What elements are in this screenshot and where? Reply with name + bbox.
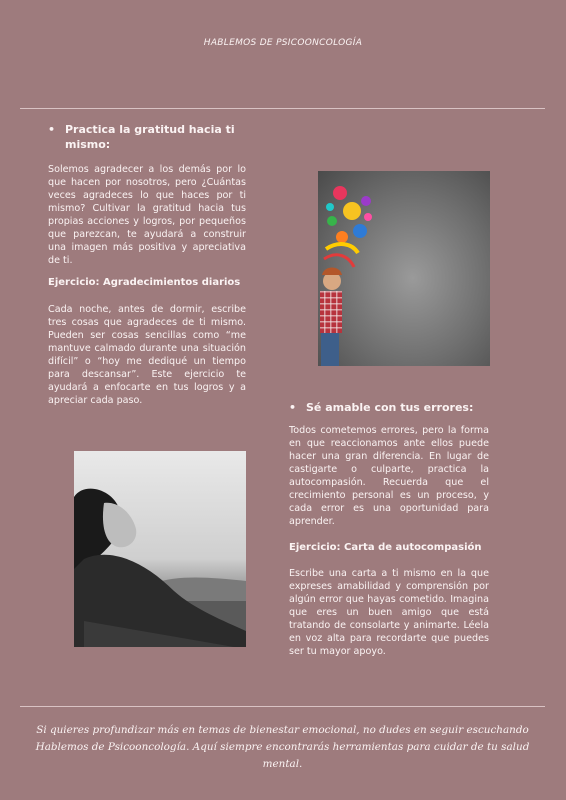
gratitude-exercise-body: Cada noche, antes de dormir, escribe tres cosas que agradeces de ti mismo. Pueden ser cosas sencillas como “me mantuve calmado durante una situación difícil” o “hoy me dediqué un tiempo para descansar”. Este ejercicio te ayudará a enfocarte en tus logros y a apreciar cada paso. [48,304,246,406]
footer-line-1: Si quieres profundizar más en temas de bienestar emocional, no dudes en seguir escuchando [36,724,529,736]
footer-line-2: Hablemos de Psicooncología. Aquí siempre encontrarás herramientas para cuidar de tu salud mental. [35,741,530,770]
woman-looking-up-illustration [74,451,246,647]
bottom-divider [20,706,545,707]
gratitude-exercise-title: Ejercicio: Agradecimientos diarios [48,277,241,288]
page-header: HABLEMOS DE PSICOONCOLOGÍA [203,38,363,48]
errors-heading [289,400,509,415]
bullet-marker: • [48,123,56,136]
errors-exercise-title: Ejercicio: Carta de autocompasión [289,542,482,553]
gratitude-intro: Solemos agradecer a los demás por lo que hacen por nosotros, pero ¿Cuántas veces agradeces lo que haces por ti mismo? Cultivar la gratitud hacia tus propias acciones y logros, por pequeños que parezcan, te ayudará a construir una imagen más positiva y apreciativa de ti. [48,164,246,266]
errors-exercise-body: Escribe una carta a ti mismo en la que expreses amabilidad y comprensión por algún error que hayas cometido. Imagina que eres un buen amigo que está tratando de consolarte y animarte. Léela en voz alta para recordarte que puedes ser tu mayor apoyo. [289,568,489,657]
footer-message [20,722,545,773]
gratitude-heading-text: Practica la gratitud hacia ti mismo: [65,123,235,151]
errors-intro: Todos cometemos errores, pero la forma en que reaccionamos ante ellos puede hacer una gran diferencia. En lugar de castigarte o culparte, practica la autocompasión. Recuerda que el crecimiento personal es un proceso, y cada error es una oportunidad para aprender. [289,425,489,527]
colorful-imagination-illustration [318,171,490,366]
top-divider [20,108,545,109]
errors-heading-text: Sé amable con tus errores: [306,401,474,414]
bullet-marker: • [289,401,297,414]
colorful-imagination-photo [318,171,490,366]
woman-looking-up-photo [74,451,246,647]
gratitude-heading [48,122,248,152]
